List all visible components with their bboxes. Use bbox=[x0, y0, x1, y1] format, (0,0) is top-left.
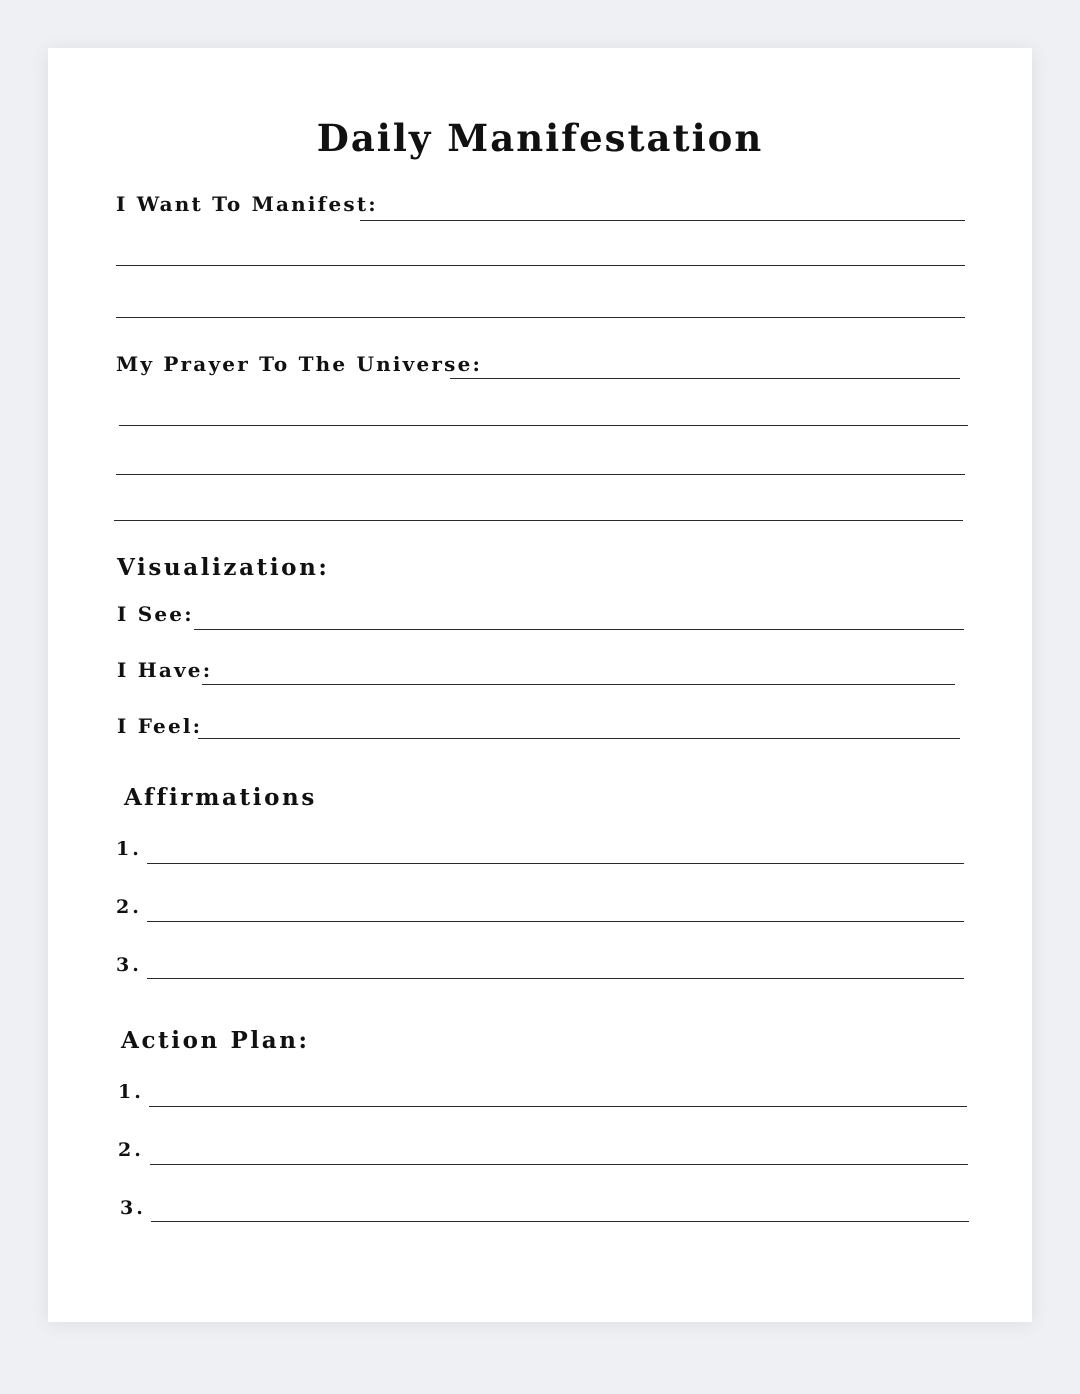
have-label: I Have: bbox=[117, 658, 213, 682]
prayer-line-2[interactable] bbox=[119, 425, 968, 426]
action-line-1[interactable] bbox=[149, 1106, 967, 1107]
see-line[interactable] bbox=[194, 629, 964, 630]
action-number-1: 1. bbox=[118, 1081, 144, 1103]
manifest-line-1[interactable] bbox=[360, 220, 965, 221]
prayer-line-4[interactable] bbox=[114, 520, 963, 521]
affirmation-line-3[interactable] bbox=[147, 978, 964, 979]
prayer-label: My Prayer To The Universe: bbox=[116, 352, 483, 376]
prayer-line-3[interactable] bbox=[116, 474, 965, 475]
affirmation-line-2[interactable] bbox=[147, 921, 964, 922]
see-label: I See: bbox=[117, 602, 194, 626]
action-line-3[interactable] bbox=[151, 1221, 969, 1222]
prayer-line-1[interactable] bbox=[450, 378, 960, 379]
manifest-line-3[interactable] bbox=[116, 317, 965, 318]
visualization-heading: Visualization: bbox=[117, 554, 330, 581]
manifest-line-2[interactable] bbox=[116, 265, 965, 266]
feel-line[interactable] bbox=[198, 738, 960, 739]
page-title: Daily Manifestation bbox=[316, 116, 764, 160]
have-line[interactable] bbox=[202, 684, 955, 685]
action-number-3: 3. bbox=[120, 1197, 146, 1219]
feel-label: I Feel: bbox=[117, 714, 203, 738]
action-plan-heading: Action Plan: bbox=[121, 1027, 310, 1054]
affirmation-line-1[interactable] bbox=[147, 863, 964, 864]
affirmation-number-2: 2. bbox=[116, 896, 142, 918]
affirmations-heading: Affirmations bbox=[124, 784, 317, 811]
worksheet-page bbox=[48, 48, 1032, 1322]
manifest-label: I Want To Manifest: bbox=[116, 192, 378, 216]
affirmation-number-3: 3. bbox=[116, 954, 142, 976]
action-line-2[interactable] bbox=[150, 1164, 968, 1165]
action-number-2: 2. bbox=[118, 1139, 144, 1161]
affirmation-number-1: 1. bbox=[116, 838, 142, 860]
